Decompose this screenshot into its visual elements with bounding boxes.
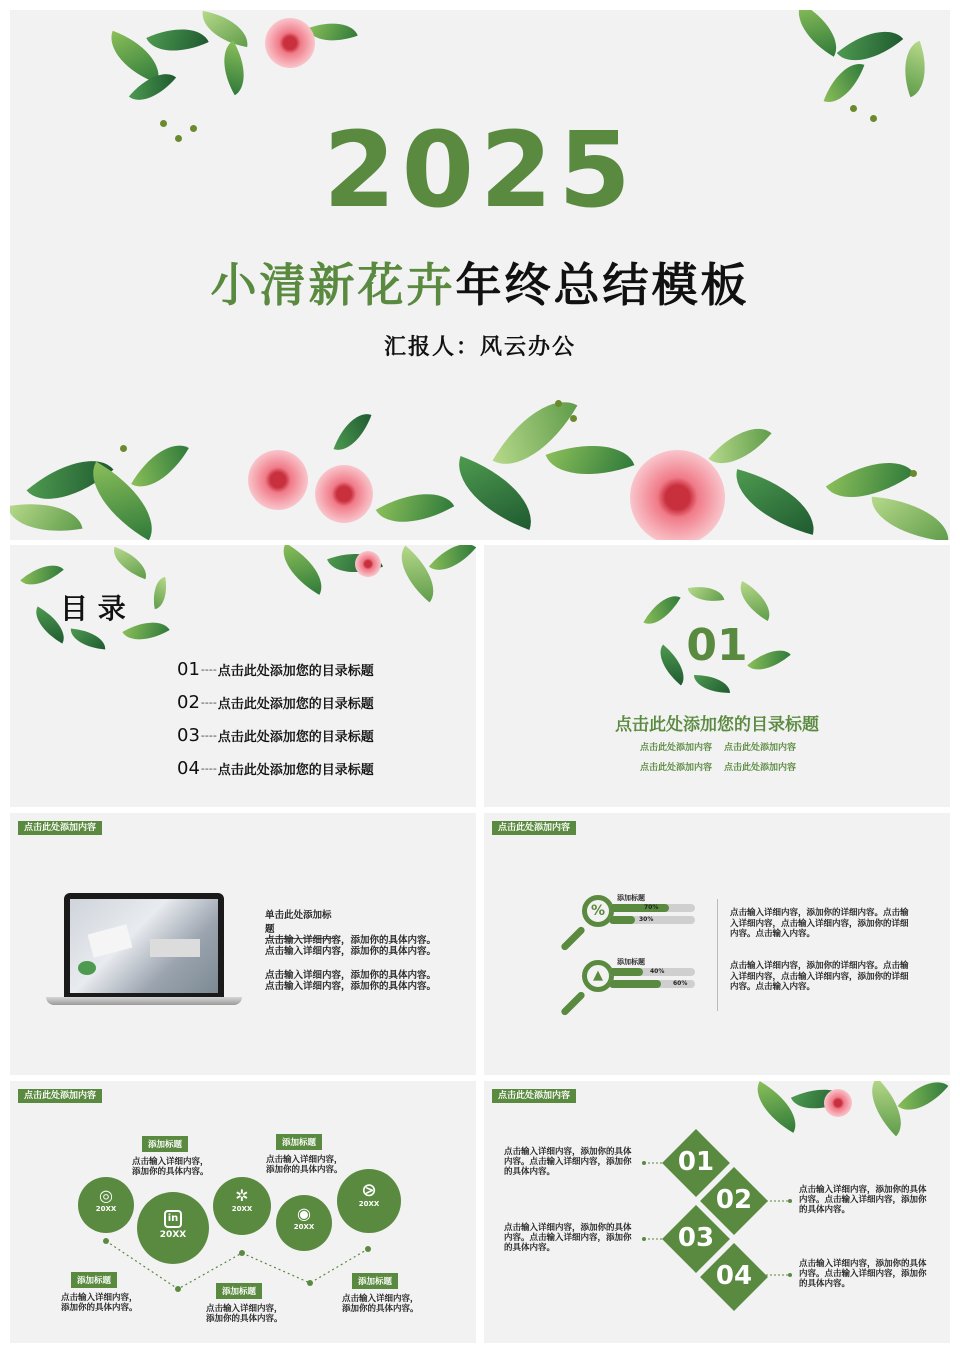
timeline-desc-top-2: 点击输入详细内容，添加你的具体内容。 bbox=[266, 1155, 343, 1175]
toc-item-label: 点击此处添加您的目录标题 bbox=[217, 762, 374, 778]
diamond-text-2: 点击输入详细内容，添加你的具体内容。点击输入详细内容，添加你的具体内容。 bbox=[799, 1185, 927, 1215]
slide-tag: 点击此处添加内容 bbox=[18, 1089, 102, 1103]
diamonds-slide bbox=[484, 1081, 950, 1343]
circle-year: 20XX bbox=[159, 1230, 187, 1240]
divider bbox=[717, 899, 718, 1011]
slide-tag: 点击此处添加内容 bbox=[492, 1089, 576, 1103]
toc-slide bbox=[10, 545, 476, 807]
linkedin-icon: in bbox=[164, 1210, 182, 1228]
radiation-icon: ✲ bbox=[235, 1186, 249, 1205]
section-title: 点击此处添加您的目录标题 bbox=[615, 715, 819, 735]
toc-item-1[interactable] bbox=[177, 653, 467, 685]
section-sub-2: 点击此处添加内容 bbox=[724, 743, 797, 753]
bar-value: 60% bbox=[673, 980, 688, 987]
laptop-image bbox=[46, 893, 242, 1005]
cover-title bbox=[10, 255, 950, 315]
bar-value: 70% bbox=[644, 904, 659, 911]
timeline-desc-top-1: 点击输入详细内容，添加你的具体内容。 bbox=[132, 1157, 209, 1177]
toc-item-2[interactable] bbox=[177, 685, 467, 719]
timeline-desc-bottom-3: 点击输入详细内容，添加你的具体内容。 bbox=[342, 1294, 419, 1314]
cover-slide bbox=[10, 10, 950, 540]
toc-item-label: 点击此处添加您的目录标题 bbox=[217, 663, 374, 679]
timeline-circle-5[interactable] bbox=[337, 1169, 401, 1233]
cover-title-black: 年终总结模板 bbox=[455, 258, 750, 312]
timeline-label-top-2: 添加标题 bbox=[276, 1134, 322, 1150]
toc-item-dash: ---- bbox=[200, 662, 217, 676]
bar-group-2-title: 添加标题 bbox=[617, 958, 645, 966]
toc-item-dash: ---- bbox=[200, 695, 217, 709]
bar-fill bbox=[609, 916, 635, 924]
bar-group-1-title: 添加标题 bbox=[617, 894, 645, 902]
laptop-slide bbox=[10, 813, 476, 1075]
timeline-circles-slide bbox=[10, 1081, 476, 1343]
target-icon: ◉ bbox=[297, 1204, 311, 1223]
cover-title-green: 小清新花卉 bbox=[210, 258, 456, 312]
section-slide bbox=[484, 545, 950, 807]
toc-item-number: 02 bbox=[177, 691, 200, 713]
diamond-text-1: 点击输入详细内容，添加你的具体内容。点击输入详细内容，添加你的具体内容。 bbox=[504, 1147, 632, 1177]
bar-fill bbox=[609, 980, 661, 988]
timeline-desc-bottom-1: 点击输入详细内容，添加你的具体内容。 bbox=[61, 1293, 138, 1313]
section-number: 01 bbox=[686, 620, 748, 671]
circle-year: 20XX bbox=[358, 1200, 380, 1208]
compass-icon: ⧁ bbox=[362, 1181, 376, 1200]
diamond-text-4: 点击输入详细内容，添加你的具体内容。点击输入详细内容，添加你的具体内容。 bbox=[799, 1259, 927, 1289]
diamond-text-3: 点击输入详细内容，添加你的具体内容。点击输入详细内容，添加你的具体内容。 bbox=[504, 1223, 632, 1253]
toc-item-4[interactable] bbox=[177, 751, 467, 785]
timeline-circle-4[interactable] bbox=[276, 1195, 332, 1251]
timeline-label-bottom-3: 添加标题 bbox=[352, 1273, 398, 1289]
laptop-heading: 单击此处添加标题 bbox=[265, 907, 337, 939]
laptop-para-2: 点击输入详细内容，添加你的具体内容。点击输入详细内容，添加你的具体内容。 bbox=[265, 970, 437, 992]
timeline-circle-1[interactable] bbox=[78, 1177, 134, 1233]
timeline-circle-3[interactable] bbox=[213, 1177, 271, 1235]
cover-year: 2025 bbox=[323, 109, 637, 231]
section-sub-4: 点击此处添加内容 bbox=[724, 763, 797, 773]
timeline-label-top-1: 添加标题 bbox=[142, 1136, 188, 1152]
circle-year: 20XX bbox=[231, 1205, 253, 1213]
magnifier-percent-icon: % bbox=[556, 893, 616, 963]
magnifier-drop-icon: ▲ bbox=[556, 958, 616, 1028]
circle-year: 20XX bbox=[293, 1223, 315, 1231]
toc-heading: 目 录 bbox=[60, 592, 126, 625]
toc-item-number: 04 bbox=[177, 757, 200, 779]
toc-list bbox=[177, 653, 467, 785]
toc-item-dash: ---- bbox=[200, 761, 217, 775]
diamond-number: 03 bbox=[677, 1223, 715, 1253]
progress-slide bbox=[484, 813, 950, 1075]
toc-item-label: 点击此处添加您的目录标题 bbox=[217, 729, 374, 745]
timeline-circle-2[interactable] bbox=[137, 1192, 209, 1264]
diamond-number: 04 bbox=[715, 1261, 753, 1291]
diamond-number: 01 bbox=[677, 1147, 715, 1177]
laptop-para-1: 点击输入详细内容，添加你的具体内容。点击输入详细内容，添加你的具体内容。 bbox=[265, 935, 437, 957]
toc-item-3[interactable] bbox=[177, 719, 467, 751]
diamond-number: 02 bbox=[715, 1185, 753, 1215]
broadcast-icon: ◎ bbox=[99, 1186, 113, 1205]
timeline-label-bottom-2: 添加标题 bbox=[216, 1283, 262, 1299]
slide-tag: 点击此处添加内容 bbox=[18, 821, 102, 835]
bars-text-1: 点击输入详细内容，添加你的详细内容。点击输入详细内容，点击输入详细内容，添加你的详细内容。点击输入内容。 bbox=[730, 908, 909, 939]
timeline-desc-bottom-2: 点击输入详细内容，添加你的具体内容。 bbox=[206, 1304, 283, 1324]
toc-item-dash: ---- bbox=[200, 728, 217, 742]
bar-fill bbox=[609, 968, 643, 976]
toc-item-number: 01 bbox=[177, 658, 200, 680]
slide-tag: 点击此处添加内容 bbox=[492, 821, 576, 835]
bars-text-2: 点击输入详细内容，添加你的详细内容。点击输入详细内容，点击输入详细内容，添加你的详细内容。点击输入内容。 bbox=[730, 961, 909, 992]
toc-item-number: 03 bbox=[177, 724, 200, 746]
cover-reporter: 汇报人：风云办公 bbox=[383, 335, 576, 360]
timeline-label-bottom-1: 添加标题 bbox=[71, 1272, 117, 1288]
bar-value: 30% bbox=[639, 916, 654, 923]
section-sub-3: 点击此处添加内容 bbox=[640, 763, 713, 773]
section-sub-1: 点击此处添加内容 bbox=[640, 743, 713, 753]
bar-value: 40% bbox=[650, 968, 665, 975]
bar-fill bbox=[609, 904, 669, 912]
circle-year: 20XX bbox=[95, 1205, 117, 1213]
toc-item-label: 点击此处添加您的目录标题 bbox=[217, 696, 374, 712]
